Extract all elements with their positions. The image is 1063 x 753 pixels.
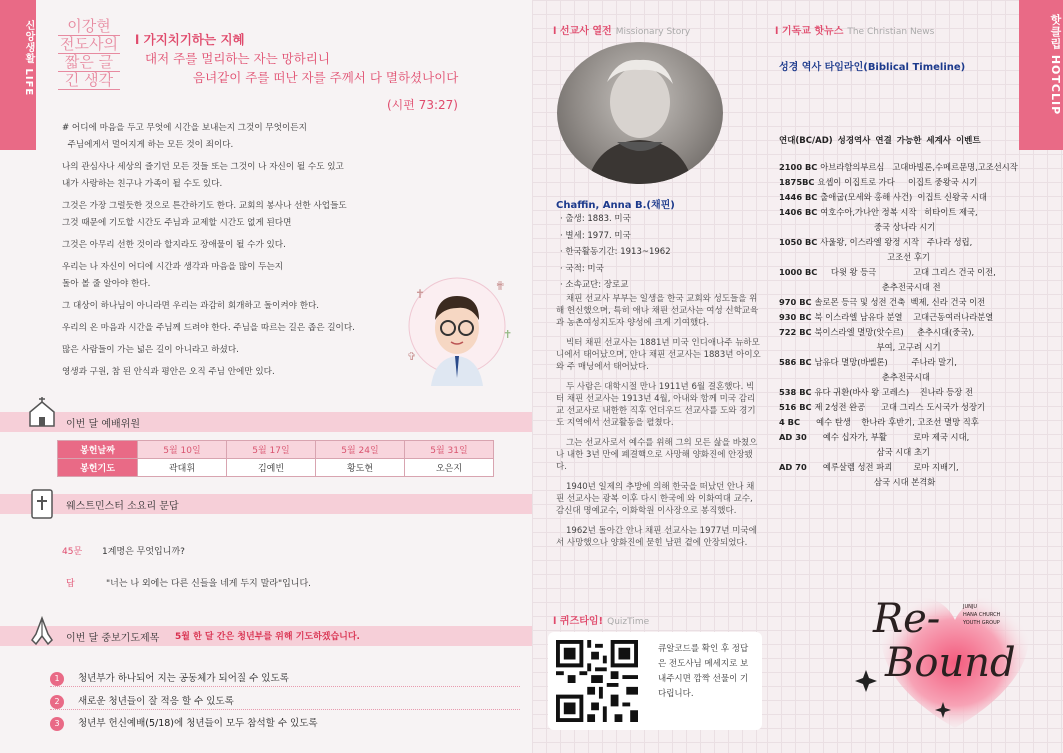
timeline-row (779, 160, 1019, 175)
timeline-date: AD 30 (779, 432, 810, 442)
timeline-row (779, 325, 1019, 340)
timeline-event: 춘추전국시대 전 (779, 282, 941, 292)
timeline-row (779, 310, 1019, 325)
timeline-row (779, 460, 1019, 475)
portrait-photo (557, 42, 723, 184)
missionary-facts: · 출생: 1883. 미국 · 별세: 1977. 미국 · 한국활동기간: 1913~1962 · 국적: 미국 · 소속교단: 장로교 (560, 214, 671, 290)
timeline-event: 중국 상나라 시기 (779, 222, 936, 232)
timeline-date: 1406 BC (779, 207, 821, 217)
timeline-date: 930 BC (779, 312, 815, 322)
worship-schedule-table: 봉헌날짜 5월 10일 5월 17일 5월 24일 5월 31일 봉헌기도 곽대휘 김예빈 황도현 오은지 (57, 440, 494, 477)
timeline-row (779, 400, 1019, 415)
svg-text:JUNJU: JUNJU (963, 604, 978, 610)
timeline-date: 4 BC (779, 417, 803, 427)
timeline-event: 제 2성전 완공 고대 그리스 도시국가 성장기 (814, 402, 986, 412)
timeline-event: 예수 십자가, 부활 로마 제국 시대, (809, 432, 970, 442)
timeline-title: 성경 역사 타임라인(Biblical Timeline) (779, 62, 966, 73)
column-title: 이강현 전도사의 짧은 글 긴 생각 (58, 18, 120, 90)
timeline-row (779, 190, 1019, 205)
timeline-date: 1050 BC (779, 237, 821, 247)
prayer-section-bar: 이번 달 중보기도제목 5월 한 달 간은 청년부를 위해 기도하겠습니다. (0, 626, 532, 646)
timeline-row (779, 475, 1019, 490)
timeline-event: 출애굽(모세와 홍해 사건) 이집트 신왕국 시대 (820, 192, 987, 202)
essay-body: # 어디에 마음을 두고 무엇에 시간을 보내는지 그것이 무엇이든지 주님에게서 멀어지게 하는 모든 것이 죄이다. 나의 관심사나 세상의 즐기던 모든 것들 또는 그것이 나 자신이 될 수도 있고 내가 사랑하는 친구나 가족이 될 수도 있다. 그것은 가장 그럴듯한 것으로 튼간하기도 한다. 교회의 봉사나 선한 사업들도 그것 때문에 기도할 시간도 주님과 교제할 시간도 없게 된다면 그것은 아무리 선한 것이라 할지라도 장애물이 될 수가 있다. 우리는 나 자신이 어디에 시간과 생각과 마음을 많이 두는지 돌아 볼 줄 알아야 한다. 그 대상이 하나님이 아니라면 우리는 과감히 회개하고 돌이켜야 한다. 우리의 온 마음과 시간을 주님께 드려야 한다. 주님을 따르는 길은 좁은 길이다. 많은 사람들이 가는 넓은 길이 아니라고 하셨다. 영생과 구원, 참 된 안식과 평안은 오직 주님 안에만 있다. (62, 123, 355, 377)
timeline-row (779, 220, 1019, 235)
timeline-row (779, 385, 1019, 400)
section-tab-life: 신앙생활 LIFE (0, 0, 36, 150)
praying-hands-icon (26, 614, 58, 646)
timeline-event: 솔로몬 등극 및 성전 건축 벡제, 신라 건국 이전 (814, 297, 986, 307)
quiz-box (548, 632, 762, 730)
prayer-item: 1 청년부가 하나되어 지는 공동체가 되어질 수 있도록 (50, 670, 289, 686)
timeline-row (779, 235, 1019, 250)
timeline-row (779, 250, 1019, 265)
timeline-event: 유다 귀환(바사 왕 고레스) 진나라 등장 전 (814, 387, 973, 397)
timeline-row (779, 265, 1019, 280)
svg-text:YOUTH GROUP: YOUTH GROUP (963, 620, 1000, 626)
timeline-event: 부여, 고구려 시기 (779, 342, 941, 352)
timeline-date: 538 BC (779, 387, 815, 397)
missionary-name: Chaffin, Anna B.(채핀) (556, 200, 675, 211)
svg-text:✞: ✞ (407, 350, 417, 363)
timeline-event: 춘추전국시대 (779, 372, 930, 382)
church-icon (26, 396, 58, 428)
svg-text:✝: ✝ (415, 287, 426, 301)
timeline-event: 여호수아,가나안 정복 시작 히타이트 제국, (820, 207, 978, 217)
timeline-event: 삼국 시대 초기 (779, 447, 930, 457)
catechism-section-bar: 웨스트민스터 소요리 문답 (0, 494, 532, 514)
timeline-date: 586 BC (779, 357, 815, 367)
svg-text:✟: ✟ (495, 279, 506, 293)
svg-text:Bound: Bound (885, 640, 1016, 686)
divider (50, 709, 520, 710)
prayer-item: 2 새로운 청년들이 잘 적응 할 수 있도록 (50, 693, 234, 709)
rebound-logo (855, 568, 1055, 738)
timeline-row (779, 355, 1019, 370)
timeline-row (779, 370, 1019, 385)
scripture-verse: l 가지치기하는 지혜 대저 주를 멀리하는 자는 망하리니 음녀같이 주를 떠난 자를 주께서 다 멸하셨나이다 (시편 73:27) (135, 32, 459, 112)
timeline-row (779, 415, 1019, 430)
quiz-heading: l 퀴즈타임! QuizTime (553, 616, 650, 627)
quiz-instructions: 큐알코드를 확인 후 정답은 전도사님 메세지로 보내주시면 깜짝 선물이 기다립니다. (658, 644, 749, 699)
missionary-bio: 채핀 선교사 부부는 일생을 한국 교회와 성도들을 위해 헌신했으며, 특히 애나 채핀 선교사는 여성 신학교육과 농촌여성지도자 양성에 크게 기여했다. 빅터 채핀 선교사는 1881년 미국 인디애나주 뉴하모니에서 태어났으며, 안나 채핀 선교사는 1883년 아이오와 주 매닝에서 태어났다. 두 사람은 대학시절 만나 1911년 6월 결혼했다. 빅터 채핀 선교사는 1913년 4월, 아내와 함께 미국 감리교 선교사로 내한한 직후 언더우드 선교사를 도와 경기도 지역에서 선교활동을 펼쳤다. 그는 선교사로서 예수를 위해 그의 모든 삶을 바쳤으나 내한 3년 만에 폐결핵으로 사망해 양화진에 안장됐다. 1940년 일제의 추방에 의해 한국을 떠났던 안나 채핀 선교사는 광복 이후 다시 한국에 와 이화여대 교수, 감신대 명예교수, 이화학원 이사장으로 봉직했다. 1962년 돌아간 안나 채핀 선교사는 1977년 미국에서 사망했으나 양화진에 묻힌 남편 곁에 안장되었다. (556, 294, 761, 548)
timeline-event: 아브라함의부르심 고대바빌론,수메르문명,고조선시작 (820, 162, 1018, 172)
pastor-illustration (395, 268, 525, 388)
timeline-date: 1446 BC (779, 192, 821, 202)
timeline-event: 다윗 왕 등극 고대 그리스 건국 이전, (820, 267, 996, 277)
timeline-date: 722 BC (779, 327, 815, 337)
timeline-columns: 연대(BC/AD) 성경역사 연결 가능한 세계사 이벤트 (779, 136, 981, 146)
timeline-event: 예루살렘 성전 파괴 로마 지배기, (809, 462, 959, 472)
timeline-row (779, 430, 1019, 445)
timeline-event: 요셉이 이집트로 가다 이집트 중왕국 시기 (817, 177, 978, 187)
qr-code[interactable] (556, 640, 638, 722)
timeline-row (779, 280, 1019, 295)
catechism-question: 45문 1계명은 무엇입니까? (62, 547, 185, 557)
svg-text:HANA CHURCH: HANA CHURCH (963, 612, 1001, 618)
timeline-row (779, 445, 1019, 460)
timeline-date: AD 70 (779, 462, 810, 472)
timeline-row (779, 295, 1019, 310)
timeline-date: 1875BC (779, 177, 818, 187)
timeline-date: 970 BC (779, 297, 815, 307)
timeline-event: 삼국 시대 본격화 (779, 477, 936, 487)
timeline-rows (779, 160, 1019, 490)
timeline-event: 고조선 후기 (779, 252, 930, 262)
section-tab-hotclip: 핫클립 HOTCLIP (1019, 0, 1063, 150)
timeline-date: 2100 BC (779, 162, 821, 172)
news-heading: l 기독교 핫뉴스 The Christian News (775, 26, 935, 37)
timeline-event: 사울왕, 이스라엘 왕정 시작 주나라 성립, (820, 237, 973, 247)
timeline-event: 예수 탄생 한나라 후반기, 고조선 멸망 직후 (802, 417, 979, 427)
timeline-row (779, 205, 1019, 220)
timeline-event: 북 이스라엘 남유다 분열 고대근동여러나라분열 (814, 312, 994, 322)
timeline-row (779, 175, 1019, 190)
timeline-event: 남유다 멸망(바벨론) 주나라 말기, (814, 357, 957, 367)
missionary-portrait (557, 42, 723, 184)
timeline-date: 1000 BC (779, 267, 821, 277)
timeline-date: 516 BC (779, 402, 815, 412)
svg-text:Re-: Re- (873, 596, 941, 642)
bible-icon (26, 488, 58, 520)
timeline-row (779, 340, 1019, 355)
catechism-answer: 답 "너는 나 외에는 다른 신들을 네게 두지 말라"입니다. (66, 579, 312, 589)
worship-section-bar: 이번 달 예배위원 (0, 412, 532, 432)
svg-text:✝: ✝ (503, 328, 513, 341)
divider (50, 686, 520, 687)
missionary-heading: l 선교사 열전 Missionary Story (553, 26, 691, 37)
prayer-item: 3 청년부 헌신예배(5/18)에 청년들이 모두 참석할 수 있도록 (50, 715, 318, 731)
timeline-event: 북이스라엘 멸망(앗수르) 춘추시대(중국), (814, 327, 975, 337)
